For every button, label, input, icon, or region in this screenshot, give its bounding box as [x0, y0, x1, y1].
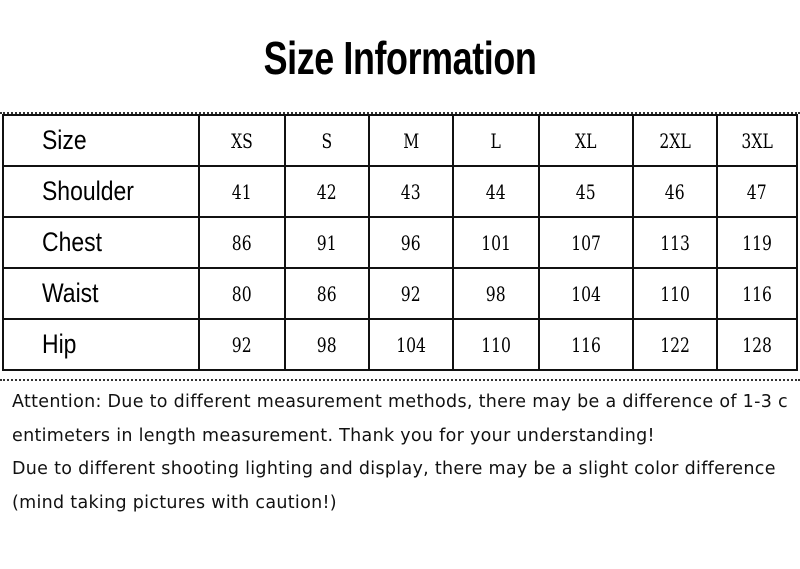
table-row-waist [3, 268, 797, 319]
table-cell: 86 [285, 268, 369, 319]
table-header-row [3, 115, 797, 166]
size-l: L [453, 115, 539, 166]
table-cell: 96 [369, 217, 453, 268]
table-cell: 104 [369, 319, 453, 370]
table-cell: 47 [717, 166, 797, 217]
table-bottom-divider [0, 379, 800, 381]
table-cell: 110 [633, 268, 717, 319]
table-cell: 113 [633, 217, 717, 268]
notes-section [12, 386, 796, 520]
size-2xl: 2XL [633, 115, 717, 166]
row-label: Hip [3, 319, 199, 370]
size-chart-table [2, 114, 798, 371]
table-cell: 91 [285, 217, 369, 268]
row-label: Size [3, 115, 199, 166]
table-cell: 44 [453, 166, 539, 217]
table-row-chest [3, 217, 797, 268]
table-cell: 41 [199, 166, 285, 217]
table-cell: 92 [199, 319, 285, 370]
size-m: M [369, 115, 453, 166]
row-label: Shoulder [3, 166, 199, 217]
table-cell: 86 [199, 217, 285, 268]
table-cell: 104 [539, 268, 633, 319]
table-cell: 42 [285, 166, 369, 217]
attention-note: Attention: Due to different measurement methods, there may be a difference of 1-3 centimeters in length measurement. Thank you for your understanding! [12, 392, 788, 446]
size-3xl: 3XL [717, 115, 797, 166]
color-difference-note: Due to different shooting lighting and display, there may be a slight color difference (mind taking pictures with caution!) [12, 459, 776, 513]
table-cell: 45 [539, 166, 633, 217]
table-cell: 110 [453, 319, 539, 370]
row-label: Waist [3, 268, 199, 319]
table-row-shoulder [3, 166, 797, 217]
table-cell: 92 [369, 268, 453, 319]
table-cell: 122 [633, 319, 717, 370]
table-cell: 98 [453, 268, 539, 319]
table-cell: 107 [539, 217, 633, 268]
table-cell: 43 [369, 166, 453, 217]
size-s: S [285, 115, 369, 166]
table-cell: 116 [717, 268, 797, 319]
page-title: Size Information [263, 32, 537, 84]
table-cell: 128 [717, 319, 797, 370]
table-cell: 116 [539, 319, 633, 370]
table-cell: 98 [285, 319, 369, 370]
table-cell: 80 [199, 268, 285, 319]
table-cell: 119 [717, 217, 797, 268]
table-cell: 46 [633, 166, 717, 217]
table-row-hip [3, 319, 797, 370]
table-cell: 101 [453, 217, 539, 268]
row-label: Chest [3, 217, 199, 268]
size-xl: XL [539, 115, 633, 166]
size-xs: XS [199, 115, 285, 166]
